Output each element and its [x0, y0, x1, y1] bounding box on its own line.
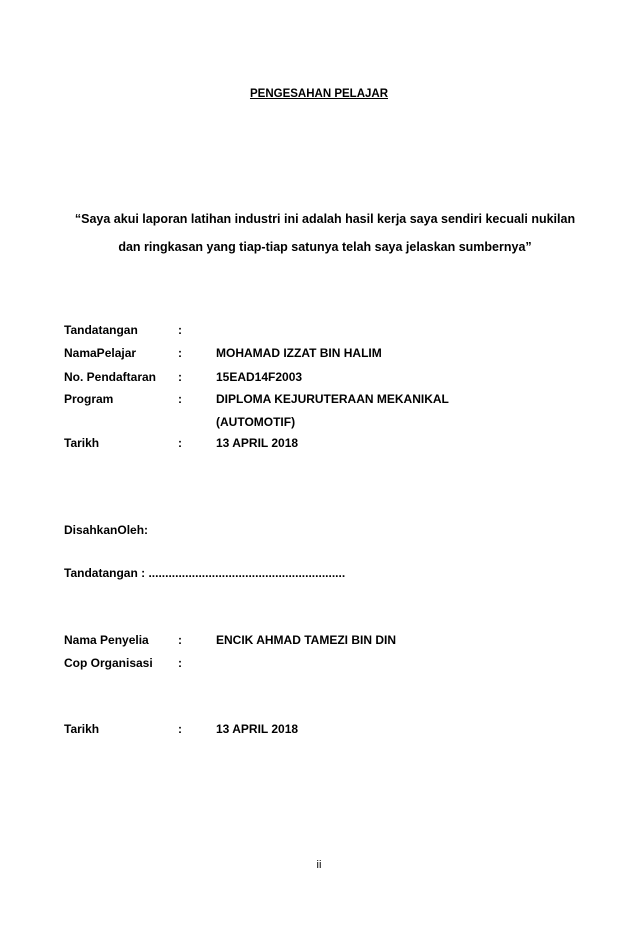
- approval-heading: DisahkanOleh:: [64, 523, 149, 537]
- approval-signature-line: Tandatangan : ...........................................................: [64, 566, 346, 580]
- field-colon: :: [178, 323, 182, 337]
- field-label: Cop Organisasi: [64, 656, 153, 670]
- page-title: PENGESAHAN PELAJAR: [249, 88, 389, 100]
- field-colon: :: [178, 436, 182, 450]
- declaration-statement: [64, 205, 586, 261]
- declaration-line-2: dan ringkasan yang tiap-tiap satunya telah saya jelaskan sumbernya”: [118, 240, 532, 254]
- field-colon: :: [178, 392, 182, 406]
- field-label: Tandatangan: [64, 323, 138, 337]
- field-colon: :: [178, 722, 182, 736]
- field-label: Nama Penyelia: [64, 633, 149, 647]
- field-value: MOHAMAD IZZAT BIN HALIM: [216, 346, 382, 360]
- field-value: DIPLOMA KEJURUTERAAN MEKANIKAL: [216, 392, 449, 406]
- field-label: No. Pendaftaran: [64, 370, 157, 384]
- field-label: Program: [64, 392, 114, 406]
- field-value: 13 APRIL 2018: [216, 436, 299, 450]
- field-colon: :: [178, 633, 182, 647]
- field-value: 15EAD14F2003: [216, 370, 303, 384]
- field-colon: :: [178, 346, 182, 360]
- field-value-continued: (AUTOMOTIF): [216, 415, 296, 429]
- field-value: 13 APRIL 2018: [216, 722, 299, 736]
- field-label: Tarikh: [64, 436, 100, 450]
- declaration-line-1: “Saya akui laporan latihan industri ini adalah hasil kerja saya sendiri kecuali nukilan: [74, 212, 576, 226]
- field-value: ENCIK AHMAD TAMEZI BIN DIN: [216, 633, 396, 647]
- field-colon: :: [178, 656, 182, 670]
- field-label: NamaPelajar: [64, 346, 137, 360]
- field-label: Tarikh: [64, 722, 100, 736]
- page-number: ii: [316, 859, 322, 871]
- field-colon: :: [178, 370, 182, 384]
